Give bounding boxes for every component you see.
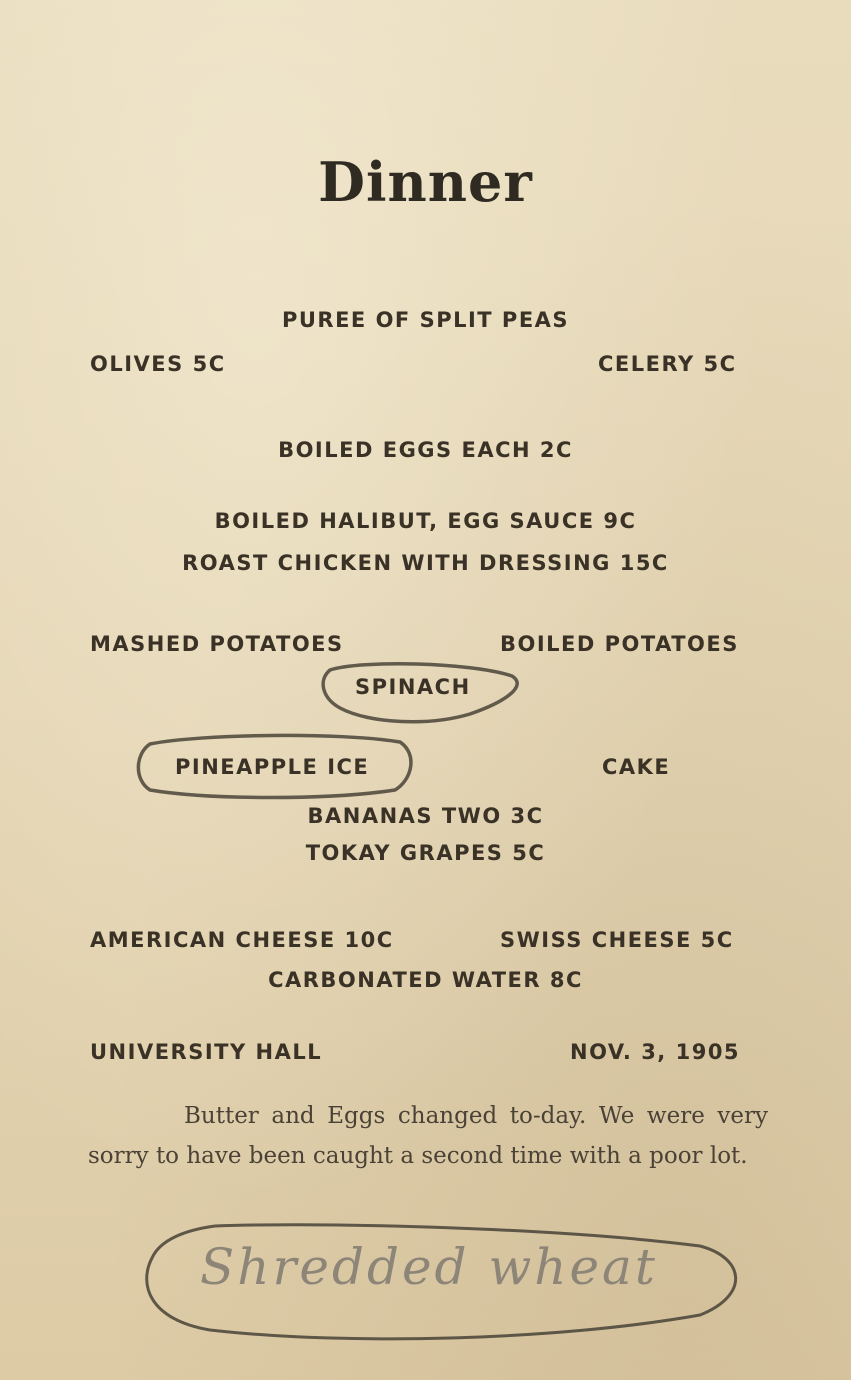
american-cheese-item: AMERICAN CHEESE 10C [90, 928, 394, 952]
bananas-item: BANANAS TWO 3C [307, 804, 544, 828]
grapes-item: TOKAY GRAPES 5C [305, 841, 546, 865]
soup-item: PUREE OF SPLIT PEAS [281, 308, 570, 332]
spinach-circle [323, 664, 517, 722]
handwriting-circle [147, 1225, 736, 1339]
menu-date: NOV. 3, 1905 [570, 1040, 741, 1064]
carbonated-water-item: CARBONATED WATER 8C [268, 968, 583, 992]
boiled-potatoes-item: BOILED POTATOES [500, 632, 739, 656]
halibut-item: BOILED HALIBUT, EGG SAUCE 9C [214, 509, 637, 533]
celery-item: CELERY 5C [598, 352, 737, 376]
note-text: Butter and Eggs changed to-day. We were very sorry to have been caught a second time with a poor lot. [88, 1103, 768, 1169]
handwritten-note: Shredded wheat [200, 1238, 658, 1296]
chicken-item: ROAST CHICKEN WITH DRESSING 15C [182, 551, 669, 575]
swiss-cheese-item: SWISS CHEESE 5C [500, 928, 734, 952]
pineapple-ice-item: PINEAPPLE ICE [175, 755, 370, 779]
cake-item: CAKE [602, 755, 671, 779]
olives-item: OLIVES 5C [90, 352, 226, 376]
menu-title: Dinner [318, 150, 533, 214]
mashed-potatoes-item: MASHED POTATOES [90, 632, 344, 656]
pineapple-ice-circle [138, 735, 411, 797]
hall-name: UNIVERSITY HALL [90, 1040, 323, 1064]
spinach-item: SPINACH [355, 675, 471, 699]
eggs-item: BOILED EGGS EACH 2C [278, 438, 573, 462]
